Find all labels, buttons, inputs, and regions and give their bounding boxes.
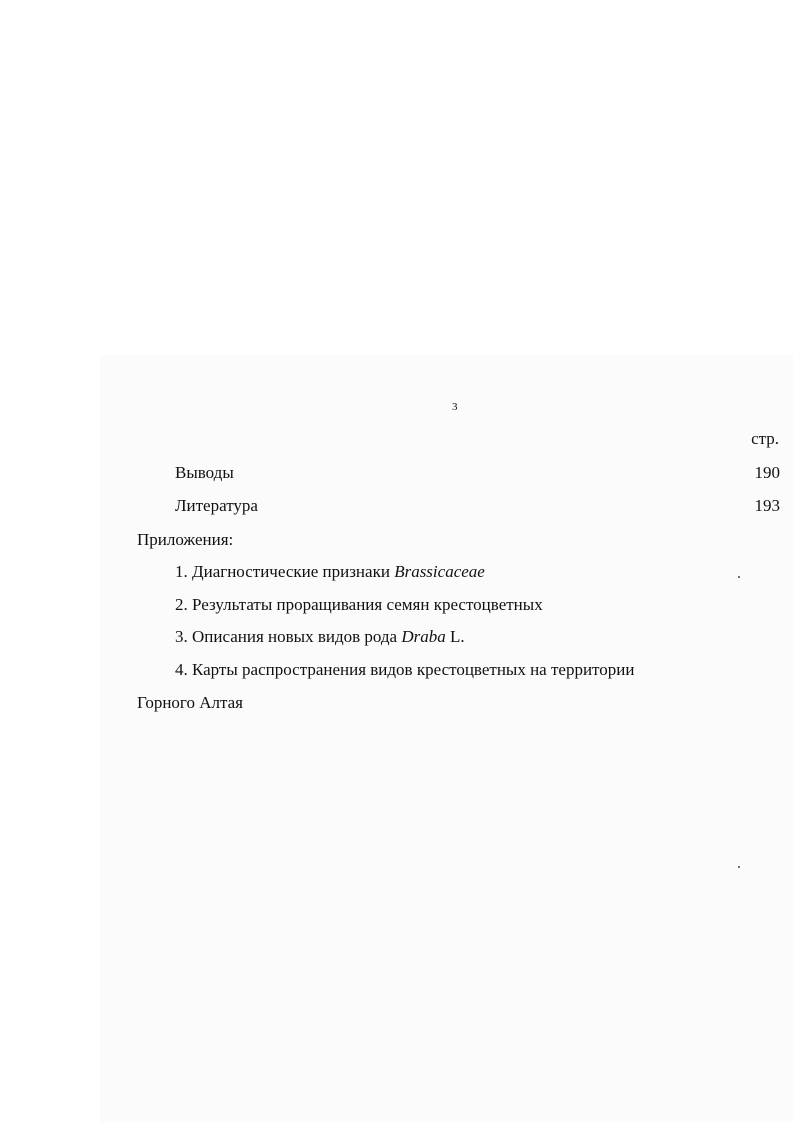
appendix-item-4-line1: 4. Карты распространения видов крестоцветных на территории [175, 660, 635, 679]
appendix-item-1-text: 1. Диагностические признаки [175, 562, 395, 581]
appendix-item-3-italic: Draba [401, 627, 446, 646]
appendix-item-2: 2. Результаты проращивания семян крестоцветных [175, 595, 543, 614]
toc-entry-conclusions-page: 190 [754, 463, 780, 482]
appendix-heading: Приложения: [137, 530, 234, 549]
page-number: 3 [452, 401, 458, 413]
toc-entry-literature: Литература [175, 496, 258, 515]
appendix-item-1 [175, 562, 485, 582]
toc-entry-conclusions: Выводы [175, 463, 234, 482]
scan-speck [738, 576, 740, 578]
scan-speck [738, 866, 740, 868]
appendix-item-3-suffix: L. [445, 627, 465, 646]
appendix-item-3-text: 3. Описания новых видов рода [175, 627, 402, 646]
appendix-item-4-line2: Горного Алтая [137, 693, 243, 712]
page-column-label: стр. [751, 429, 779, 448]
appendix-item-3 [175, 627, 465, 647]
toc-entry-literature-page: 193 [754, 496, 780, 515]
appendix-item-1-italic: Brassicaceae [394, 562, 485, 581]
